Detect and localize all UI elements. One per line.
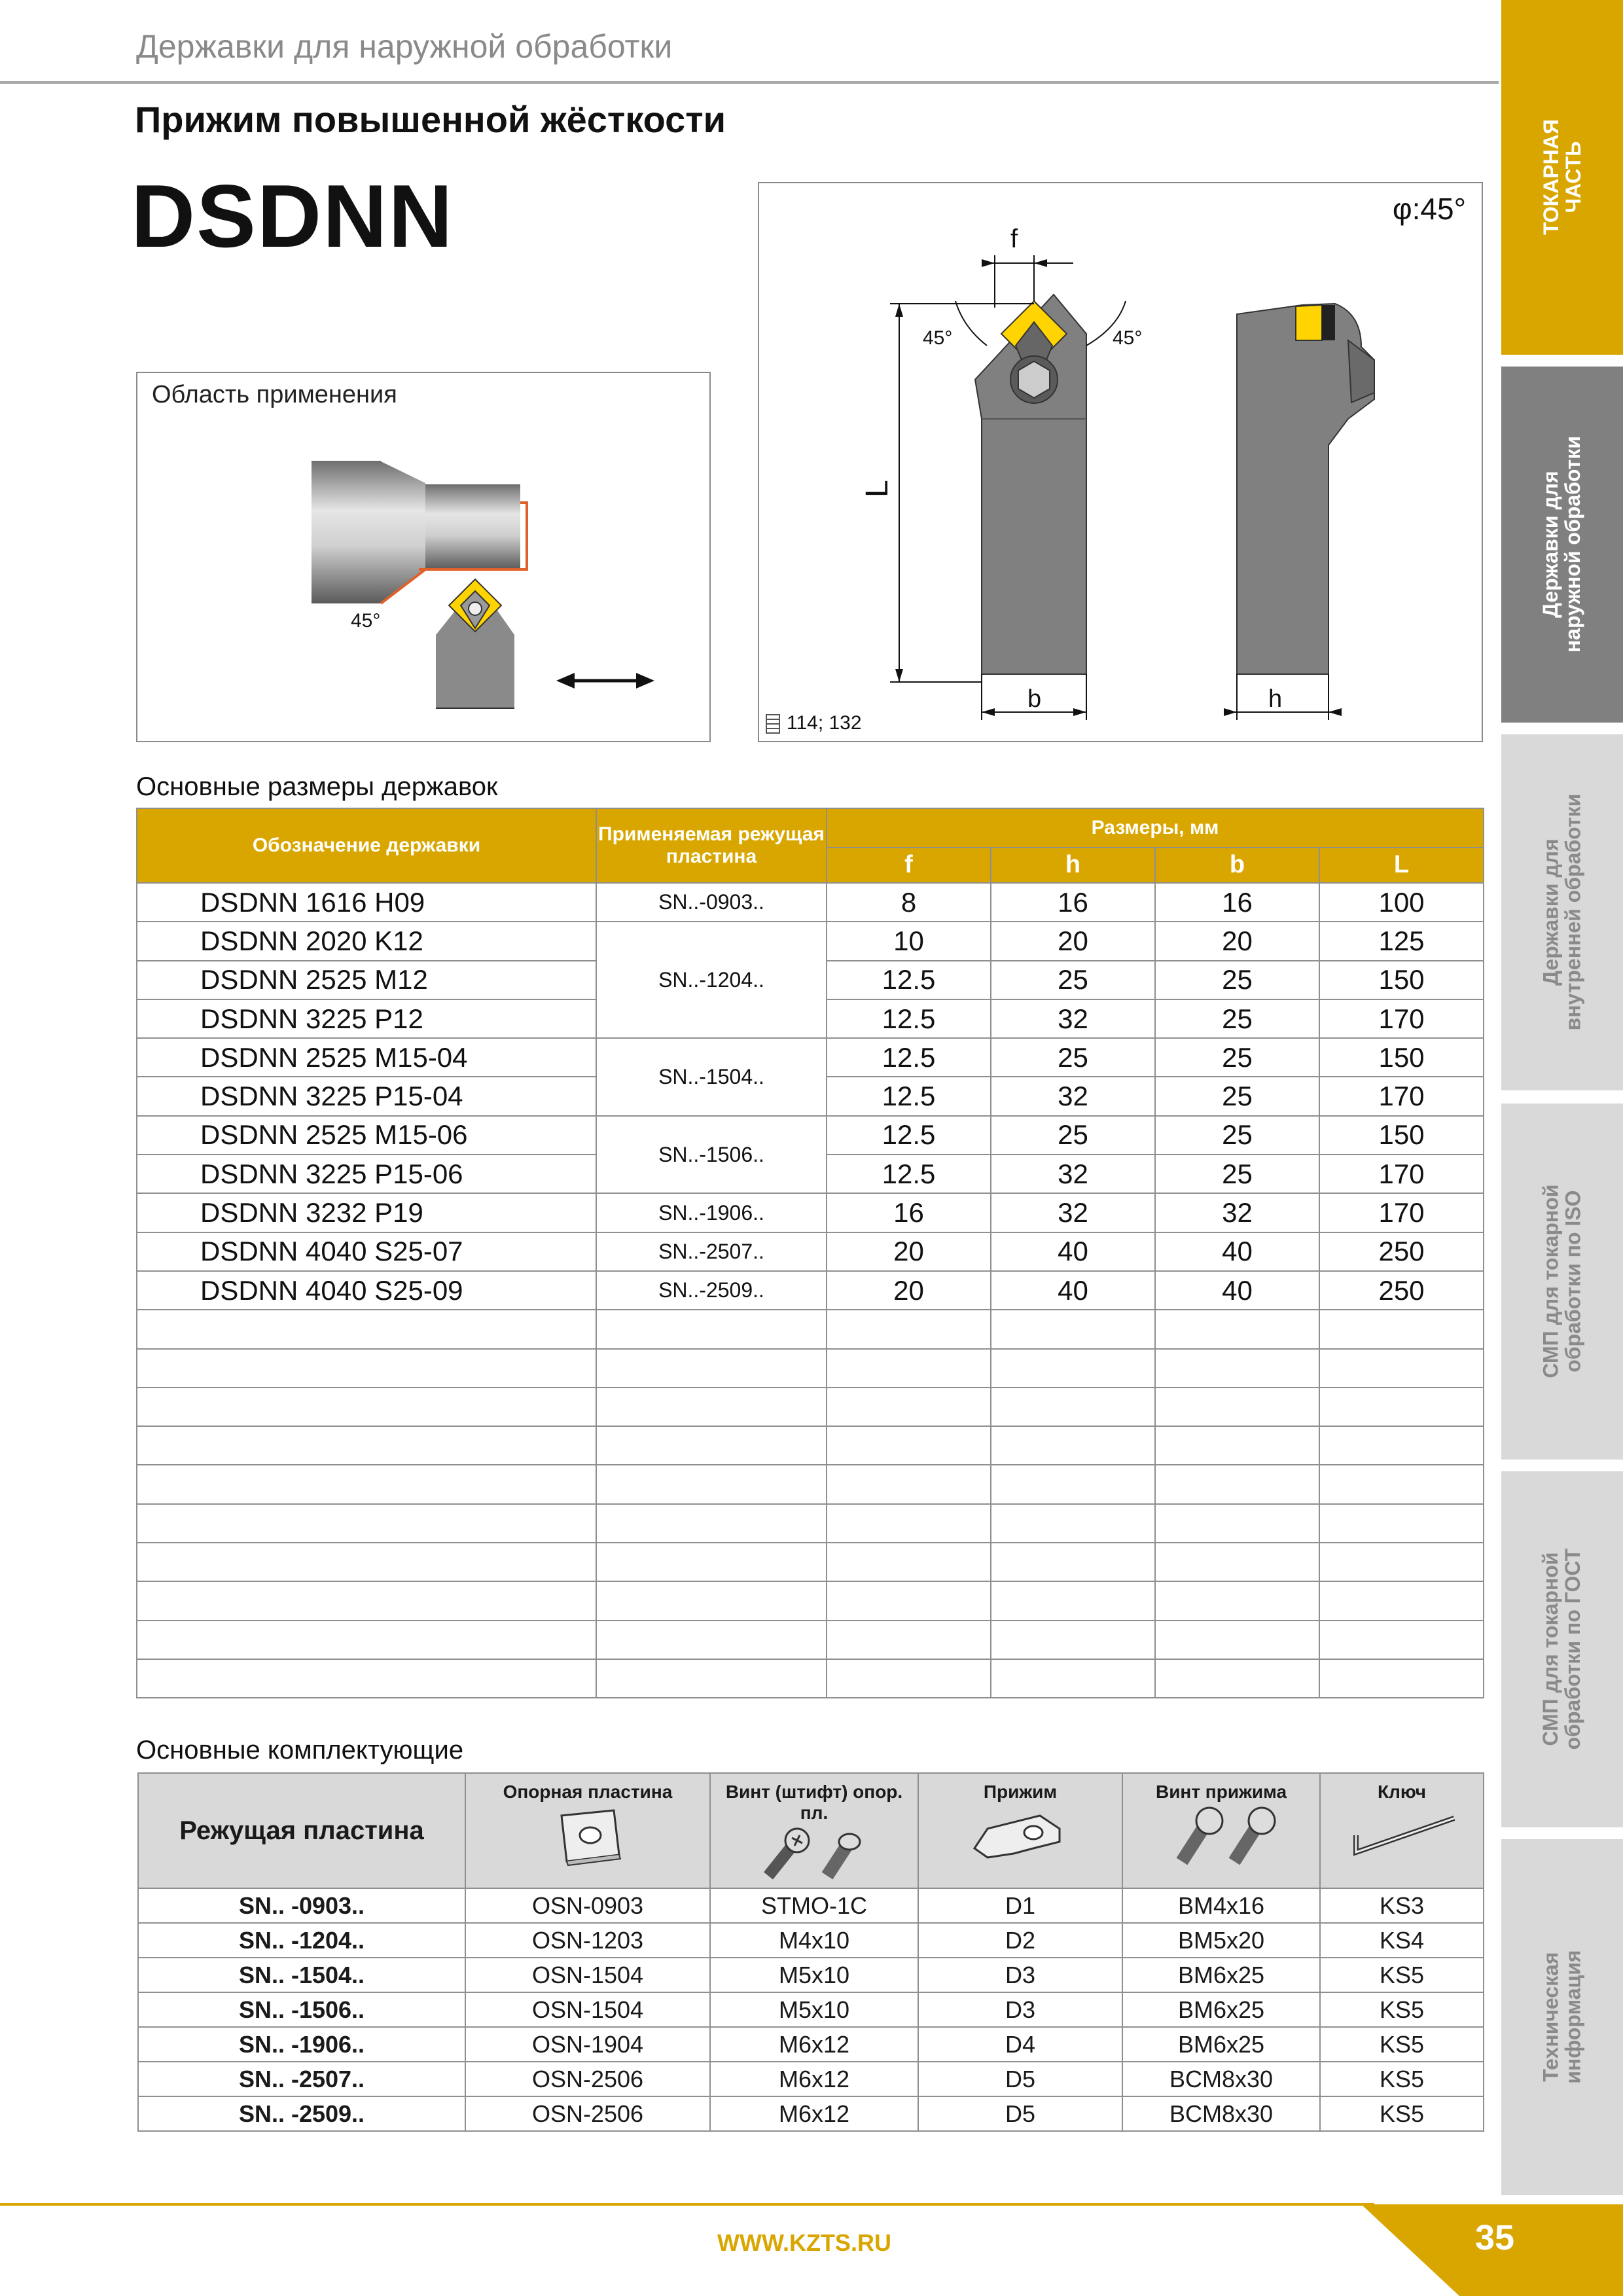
component-value: OSN-2506 [465, 2062, 710, 2096]
empty-cell [991, 1465, 1155, 1503]
holder-designation: DSDNN 3225 P15-06 [137, 1155, 596, 1193]
components-table-title: Основные комплектующие [136, 1736, 464, 1765]
page-reference-icon [766, 714, 780, 734]
col-b: b [1155, 848, 1319, 883]
dim-L-label: L [860, 480, 895, 497]
col-L: L [1319, 848, 1484, 883]
empty-cell [137, 1543, 596, 1581]
dimension-value: 12.5 [827, 961, 991, 999]
component-value: M5x10 [710, 1992, 918, 2027]
component-value: KS5 [1320, 1958, 1484, 1992]
empty-cell [991, 1349, 1155, 1388]
dimension-value: 40 [1155, 1271, 1319, 1310]
dimension-value: 20 [827, 1271, 991, 1310]
dimension-value: 20 [1155, 922, 1319, 960]
page-title: DSDNN [131, 166, 454, 266]
col-designation: Обозначение державки [137, 808, 596, 883]
component-value: M6x12 [710, 2096, 918, 2131]
dimension-value: 250 [1319, 1232, 1484, 1271]
component-value: KS4 [1320, 1923, 1484, 1958]
components-table [137, 1772, 1484, 2132]
component-value: D5 [918, 2096, 1122, 2131]
footer-divider [0, 2203, 1374, 2206]
empty-cell [827, 1621, 991, 1659]
dimension-value: 12.5 [827, 1116, 991, 1155]
component-value: BM6x25 [1122, 2027, 1320, 2062]
workpiece-chamfer [380, 461, 425, 603]
insert-type: SN..-1504.. [596, 1038, 827, 1116]
reference-pages: 114; 132 [766, 712, 862, 734]
empty-table-row [137, 1388, 1484, 1426]
empty-cell [596, 1349, 827, 1388]
holder-designation: DSDNN 2525 M15-04 [137, 1038, 596, 1077]
empty-cell [1155, 1465, 1319, 1503]
empty-cell [137, 1581, 596, 1620]
empty-cell [991, 1659, 1155, 1698]
application-diagram [137, 373, 709, 741]
insert-code: SN.. -0903.. [138, 1888, 465, 1923]
empty-table-row [137, 1621, 1484, 1659]
dimension-value: 150 [1319, 961, 1484, 999]
empty-cell [991, 1504, 1155, 1543]
dimension-value: 32 [991, 1155, 1155, 1193]
empty-cell [137, 1621, 596, 1659]
dimension-value: 8 [827, 883, 991, 922]
empty-cell [596, 1465, 827, 1503]
tab-internal-holders[interactable]: Державки для внутренней обработки [1501, 734, 1623, 1090]
dimension-value: 32 [991, 999, 1155, 1038]
table-row [137, 922, 1484, 960]
empty-cell [1155, 1621, 1319, 1659]
empty-table-row [137, 1426, 1484, 1465]
dimension-value: 20 [827, 1232, 991, 1271]
empty-cell [991, 1581, 1155, 1620]
empty-cell [827, 1426, 991, 1465]
table-row [137, 883, 1484, 922]
holder-designation: DSDNN 1616 H09 [137, 883, 596, 922]
insert-code: SN.. -2509.. [138, 2096, 465, 2131]
dimension-value: 12.5 [827, 999, 991, 1038]
empty-cell [1319, 1504, 1484, 1543]
component-value: KS3 [1320, 1888, 1484, 1923]
dim-h-label: h [1268, 685, 1283, 713]
empty-cell [827, 1388, 991, 1426]
insert-code: SN.. -2507.. [138, 2062, 465, 2096]
dim-b-label: b [1027, 685, 1042, 713]
tool-drawing-panel [758, 182, 1483, 742]
component-value: KS5 [1320, 2096, 1484, 2131]
empty-cell [1319, 1543, 1484, 1581]
component-value: D2 [918, 1923, 1122, 1958]
table-row [138, 2027, 1484, 2062]
insert-type: SN..-2509.. [596, 1271, 827, 1310]
component-value: D4 [918, 2027, 1122, 2062]
holder-designation: DSDNN 3225 P12 [137, 999, 596, 1038]
table-row [138, 1958, 1484, 1992]
dimension-value: 170 [1319, 1155, 1484, 1193]
holder-designation: DSDNN 4040 S25-07 [137, 1232, 596, 1271]
dimension-value: 25 [1155, 961, 1319, 999]
empty-cell [827, 1581, 991, 1620]
empty-cell [991, 1543, 1155, 1581]
insert-code: SN.. -1906.. [138, 2027, 465, 2062]
empty-table-row [137, 1581, 1484, 1620]
component-value: BM6x25 [1122, 1992, 1320, 2027]
empty-cell [596, 1310, 827, 1348]
empty-cell [1155, 1310, 1319, 1348]
component-value: KS5 [1320, 2027, 1484, 2062]
col-f: f [827, 848, 991, 883]
dimension-value: 170 [1319, 1193, 1484, 1232]
page-subtitle: Прижим повышенной жёсткости [135, 99, 726, 140]
empty-cell [137, 1388, 596, 1426]
empty-cell [1319, 1581, 1484, 1620]
component-value: BM4x16 [1122, 1888, 1320, 1923]
dimension-value: 40 [991, 1232, 1155, 1271]
component-value: BCM8x30 [1122, 2062, 1320, 2096]
dimension-value: 25 [1155, 1038, 1319, 1077]
clamp-screw-icon [1162, 1803, 1280, 1868]
table-row [138, 2062, 1484, 2096]
component-value: D5 [918, 2062, 1122, 2096]
component-value: BM6x25 [1122, 1958, 1320, 1992]
col-clamp-screw: Винт прижима [1122, 1773, 1320, 1888]
col-dimensions: Размеры, мм [827, 808, 1484, 848]
empty-cell [137, 1426, 596, 1465]
empty-cell [991, 1621, 1155, 1659]
empty-cell [596, 1388, 827, 1426]
dimensions-table-title: Основные размеры державок [136, 772, 498, 801]
holder-designation: DSDNN 2525 M12 [137, 961, 596, 999]
dimension-value: 40 [991, 1271, 1155, 1310]
dimension-value: 12.5 [827, 1077, 991, 1115]
empty-cell [137, 1504, 596, 1543]
component-value: BM5x20 [1122, 1923, 1320, 1958]
dimension-value: 125 [1319, 922, 1484, 960]
col-insert: Применяемая режущая пластина [596, 808, 827, 883]
dimension-value: 25 [1155, 1077, 1319, 1115]
insert-type: SN..-1204.. [596, 922, 827, 1038]
empty-cell [596, 1504, 827, 1543]
component-value: OSN-0903 [465, 1888, 710, 1923]
dimension-value: 25 [991, 961, 1155, 999]
dimension-value: 25 [1155, 1155, 1319, 1193]
empty-cell [596, 1659, 827, 1698]
dim-f-label: f [1010, 224, 1018, 253]
tab-technical-info[interactable]: Техническая информация [1501, 1839, 1623, 2195]
dimension-value: 12.5 [827, 1038, 991, 1077]
empty-cell [596, 1426, 827, 1465]
dimension-value: 25 [991, 1038, 1155, 1077]
empty-cell [827, 1349, 991, 1388]
hex-key-icon [1336, 1803, 1467, 1861]
empty-cell [1155, 1349, 1319, 1388]
dimension-value: 170 [1319, 1077, 1484, 1115]
dimensions-table [136, 808, 1484, 1698]
empty-cell [1319, 1426, 1484, 1465]
insert-type: SN..-0903.. [596, 883, 827, 922]
dimension-value: 16 [827, 1193, 991, 1232]
insert-side-icon [1296, 305, 1322, 340]
empty-cell [1319, 1659, 1484, 1698]
table-row [138, 1888, 1484, 1923]
empty-cell [827, 1543, 991, 1581]
empty-cell [596, 1543, 827, 1581]
holder-designation: DSDNN 3225 P15-04 [137, 1077, 596, 1115]
angle-right-label: 45° [1113, 327, 1143, 349]
empty-cell [1319, 1621, 1484, 1659]
dimension-value: 16 [1155, 883, 1319, 922]
dimension-value: 100 [1319, 883, 1484, 922]
empty-cell [596, 1621, 827, 1659]
empty-cell [827, 1310, 991, 1348]
dimension-value: 12.5 [827, 1155, 991, 1193]
section-header: Державки для наружной обработки [136, 28, 673, 65]
empty-cell [137, 1310, 596, 1348]
component-value: OSN-1504 [465, 1958, 710, 1992]
empty-table-row [137, 1659, 1484, 1698]
empty-table-row [137, 1543, 1484, 1581]
insert-type: SN..-1906.. [596, 1193, 827, 1232]
component-value: BCM8x30 [1122, 2096, 1320, 2131]
empty-cell [1155, 1543, 1319, 1581]
application-area-panel [136, 372, 711, 742]
component-value: M5x10 [710, 1958, 918, 1992]
table-row [137, 1038, 1484, 1077]
dimension-value: 40 [1155, 1232, 1319, 1271]
dimension-value: 20 [991, 922, 1155, 960]
component-value: STMO-1C [710, 1888, 918, 1923]
empty-cell [1319, 1310, 1484, 1348]
dimension-value: 32 [1155, 1193, 1319, 1232]
empty-cell [1319, 1388, 1484, 1426]
tab-inserts-gost[interactable]: СМП для токарной обработки по ГОСТ [1501, 1471, 1623, 1827]
holder-designation: DSDNN 2020 K12 [137, 922, 596, 960]
insert-code: SN.. -1504.. [138, 1958, 465, 1992]
tab-external-holders[interactable]: Державки для наружной обработки [1501, 367, 1623, 723]
dimension-value: 170 [1319, 999, 1484, 1038]
component-value: OSN-1504 [465, 1992, 710, 2027]
table-row [138, 2096, 1484, 2131]
tool-drawing [759, 183, 1482, 741]
col-clamp: Прижим [918, 1773, 1122, 1888]
page-number: 35 [1475, 2218, 1515, 2257]
holder-designation: DSDNN 3232 P19 [137, 1193, 596, 1232]
tool-holder-shank [436, 648, 514, 708]
dimension-value: 25 [991, 1116, 1155, 1155]
table-row [137, 1232, 1484, 1271]
component-value: OSN-2506 [465, 2096, 710, 2131]
table-row [138, 1992, 1484, 2027]
angle-left-label: 45° [923, 327, 953, 349]
application-angle-label: 45° [351, 610, 381, 632]
empty-cell [596, 1581, 827, 1620]
empty-cell [991, 1426, 1155, 1465]
empty-cell [137, 1465, 596, 1503]
component-value: M6x12 [710, 2027, 918, 2062]
empty-cell [1155, 1659, 1319, 1698]
support-plate-icon [542, 1803, 633, 1868]
dimension-value: 25 [1155, 1116, 1319, 1155]
empty-cell [1155, 1388, 1319, 1426]
dimension-value: 250 [1319, 1271, 1484, 1310]
table-row [137, 1116, 1484, 1155]
support-screw-icon [749, 1823, 880, 1882]
empty-cell [1155, 1504, 1319, 1543]
clamp-icon [961, 1803, 1079, 1861]
component-value: KS5 [1320, 1992, 1484, 2027]
col-cutting-insert: Режущая пластина [138, 1773, 465, 1888]
insert-code: SN.. -1506.. [138, 1992, 465, 2027]
empty-cell [827, 1504, 991, 1543]
empty-cell [137, 1349, 596, 1388]
col-support-screw: Винт (штифт) опор. пл. [710, 1773, 918, 1888]
empty-cell [137, 1659, 596, 1698]
header-divider [0, 81, 1499, 84]
empty-table-row [137, 1504, 1484, 1543]
dimension-value: 150 [1319, 1116, 1484, 1155]
empty-cell [1155, 1581, 1319, 1620]
table-row [137, 1193, 1484, 1232]
empty-cell [991, 1310, 1155, 1348]
table-row [137, 1271, 1484, 1310]
workpiece [312, 461, 381, 603]
component-value: M6x12 [710, 2062, 918, 2096]
empty-table-row [137, 1349, 1484, 1388]
holder-designation: DSDNN 4040 S25-09 [137, 1271, 596, 1310]
dimension-value: 25 [1155, 999, 1319, 1038]
component-value: OSN-1203 [465, 1923, 710, 1958]
tab-inserts-iso[interactable]: СМП для токарной обработки по ISO [1501, 1103, 1623, 1460]
component-value: D3 [918, 1958, 1122, 1992]
footer-url[interactable]: WWW.KZTS.RU [717, 2229, 891, 2256]
empty-cell [1155, 1426, 1319, 1465]
empty-table-row [137, 1465, 1484, 1503]
empty-table-row [137, 1310, 1484, 1348]
application-area-title: Область применения [152, 381, 397, 408]
insert-type: SN..-1506.. [596, 1116, 827, 1194]
component-value: D3 [918, 1992, 1122, 2027]
empty-cell [827, 1659, 991, 1698]
component-value: KS5 [1320, 2062, 1484, 2096]
empty-cell [1319, 1349, 1484, 1388]
empty-cell [991, 1388, 1155, 1426]
col-support-plate: Опорная пластина [465, 1773, 710, 1888]
dimension-value: 32 [991, 1077, 1155, 1115]
empty-cell [827, 1465, 991, 1503]
dimension-value: 10 [827, 922, 991, 960]
dimension-value: 150 [1319, 1038, 1484, 1077]
dimension-value: 32 [991, 1193, 1155, 1232]
table-row [138, 1923, 1484, 1958]
dimension-value: 16 [991, 883, 1155, 922]
tab-turning-section[interactable]: ТОКАРНАЯ ЧАСТЬ [1501, 0, 1623, 355]
insert-type: SN..-2507.. [596, 1232, 827, 1271]
component-value: D1 [918, 1888, 1122, 1923]
holder-designation: DSDNN 2525 M15-06 [137, 1116, 596, 1155]
approach-angle-label: φ:45° [1392, 192, 1466, 226]
col-key: Ключ [1320, 1773, 1484, 1888]
insert-code: SN.. -1204.. [138, 1923, 465, 1958]
empty-cell [1319, 1465, 1484, 1503]
col-h: h [991, 848, 1155, 883]
component-value: OSN-1904 [465, 2027, 710, 2062]
component-value: M4x10 [710, 1923, 918, 1958]
